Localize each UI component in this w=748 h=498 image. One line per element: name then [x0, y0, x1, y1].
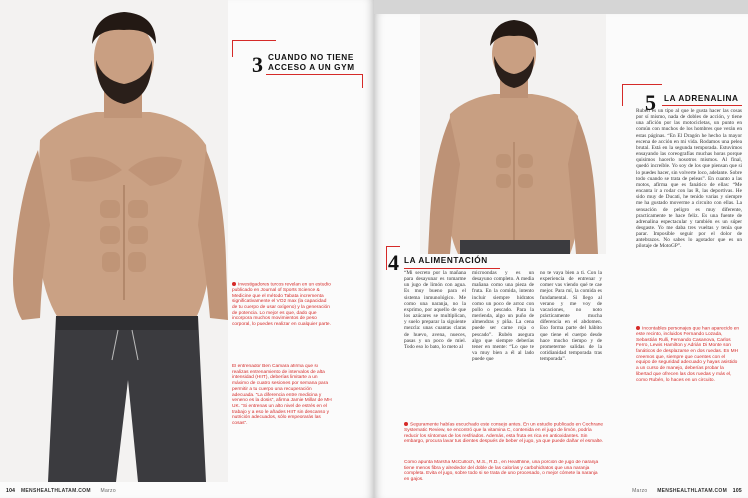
right-footer	[632, 488, 742, 494]
footer-month: Marzo	[632, 488, 648, 494]
heading-rule	[232, 40, 276, 41]
heading-rule	[362, 74, 363, 88]
left-footer	[6, 488, 116, 494]
side-note-lemon	[404, 422, 604, 456]
bullet-icon	[404, 422, 408, 426]
heading-rule	[232, 40, 233, 57]
model-photo-right	[420, 14, 606, 254]
right-page	[374, 14, 748, 498]
section-5-title: LA ADRENALINA	[664, 94, 739, 103]
side-note-hiit-text: El entrenador Ben Camara afirma que si realizas entrenamiento de intervalos de alta intensidad (HIIT), deberías limitarte a un máximo de cuatro sesiones por semana para permitir a tu cuerpo una recuperación adecuada. “La diferencia entre medicina y veneno es la dosis”, afirma Jamie Millar de MH UK. “Si entrenas un alto nivel de estrés en el trabajo y a eso le añades HIIT sin descanso y nutrición adecuados, sólo empeorarás las cosas”.	[232, 364, 332, 427]
side-note-orange-text: Como apunta Marsha McCulloch, M.S., R.D., en Healthline, una porción de jugo de naranja tiene menos fibra y alrededor del doble de las calorías y carbohidratos que una naranja completa. Evita el jugo, sobre todo si se trata de uno procesado, o mejor cómete la naranja en gajos.	[404, 460, 599, 483]
heading-rule	[622, 84, 662, 85]
bullet-icon	[232, 282, 236, 286]
bullet-icon	[636, 326, 640, 330]
section-5-body: Rubén es un tipo al que le gusta hacer las cosas por sí mismo, nada de dobles de acción, y tiene una afición por las motocicletas, un punto en común con muchos de los hombres que verán en estas páginas. “En El Dragón he hecho la mayor escena de acción en mi vida. Rodamos una pelea brutal. Está en la segunda temporada. Estuvimos ensayando las coreografías muchas horas porque quisimos hacerlo nosotros mismos. Al final, quedó increíble. Yo soy de los que piensan que si lo puedes hacer, sin volverte loco, adelante. Sobre todo cuando se trata de peleas”. En cuanto a las motos, afirma que es fanático de ellas: “Me encanta ir a rodar con las R, las deportivas. He sido muy de Ducati, he tenido varias y siempre me ha gustado moverme a circuito con ellas. La sensación de peligro es muy diferente, practicamente te hace feliz. Es una fuente de adrenalina espectacular y también es un súper desgaste. Yo me daba tres vueltas y tenía que parar. Imposible seguir por el dolor de antebrazos. No sabes lo agotador que es un pilotaje de MotoGP”.	[636, 108, 742, 250]
side-note-orange	[404, 460, 604, 488]
section-4-title: LA ALIMENTACIÓN	[404, 256, 488, 265]
page-number: 105	[732, 488, 742, 494]
page-number: 104	[6, 488, 16, 494]
model-photo-left	[0, 0, 228, 482]
side-note-lemon-text: Seguramente habías escuchado este consejo antes. En un estudio publicado en Cochrane Systematic Review, se encontró que la vitamina C, contenida en el jugo de limón, podría reducir los síntomas de los resfriados. Además, esta fruta es rica en antioxidantes. Sin embargo, procura lavar tus dientes después de beber el jugo, ya que puede dañar el esmalte.	[404, 422, 604, 445]
section-3-body	[238, 72, 362, 272]
section-3-title-line1: CUANDO NO TIENE	[268, 53, 354, 62]
side-note-tabata	[232, 282, 332, 360]
section-4-col1: “Mi secreto por la mañana para desayunar es tomarme un jugo de limón con agua. Es muy bueno para el sistema inmunológico. Me como una naranja, no la exprimo, por aquello de que los azúcares se multiplican, y suelo preparar la siguiente mezcla: unas cuantas claras de huevo, avena, nueces, pasas y un poco de miel. Todo eso lo bato, lo meto al	[404, 270, 466, 350]
section-3-title-line2: ACCESO A UN GYM	[268, 63, 355, 72]
heading-rule	[386, 246, 400, 247]
section-3-number: 3	[252, 52, 263, 77]
heading-rule	[662, 105, 742, 106]
heading-rule	[622, 84, 623, 106]
section-4-number: 4	[388, 250, 399, 275]
footer-site: MENSHEALTHLATAM.COM	[657, 488, 728, 494]
side-note-hiit	[232, 364, 332, 460]
heading-rule	[386, 246, 387, 270]
side-note-tabata-text: Investigadores turcos revelan en un estudio publicado en Journal of Sports Science & Medicine que el método Tabata incrementa significativamente el VO2 max (la capacidad de tu cuerpo de usar oxígeno) y la generación de potencia. Lo mejor es que, dado que incorpora muchos movimientos de peso corporal, lo puedes realizar en cualquier parte.	[232, 282, 331, 328]
section-5-number: 5	[645, 90, 656, 115]
section-4-col3: no te vaya bien a ti. Con la experiencia de entrenar y comer vas viendo qué te cae mejor. Para mí, la comida es fundamental. Si llego al verano y me voy de vacaciones, no noto prácticamente mucha diferencia en el abdomen. Eso forma parte del hábito que tiene el cuerpo desde hace mucho tiempo y de prometerme salidas de la cotidianidad temporada tras temporada”.	[540, 270, 602, 363]
side-note-motorcycles-text: Incontables personajes que han aparecido en este recinto, incluidos Fernando Lozada, Sebastián Rulli, Fernando Casanova, Carlos Ferro, Lewis Hamilton y Adrián Di Monte son fanáticos de desplazarse en dos ruedas. En MH creemos que, siempre que cuentes con el equipo de seguridad adecuado y hayas asistido a un curso de manejo, deberías probar la libertad que ofrecen las dos ruedas y más el, como Rubén, lo haces en un circuito.	[636, 326, 740, 383]
footer-site: MENSHEALTHLATAM.COM	[20, 488, 91, 494]
section-4-col2: microondas y es un desayuno completo. A media mañana como una pieza de fruta. En la comida, intento incluir siempre hidratos como un poco de arroz con pollo o pescado. Para la merienda, algo un puño de almendras y piña. La cena puede ser carne roja o pescado”. Rubén asegura algo que siempre deberías tener en mente: “Lo que te va muy bien a él al lado puede que	[472, 270, 534, 363]
heading-rule	[404, 268, 500, 269]
footer-month: Marzo	[100, 488, 116, 494]
side-note-motorcycles	[636, 326, 740, 418]
